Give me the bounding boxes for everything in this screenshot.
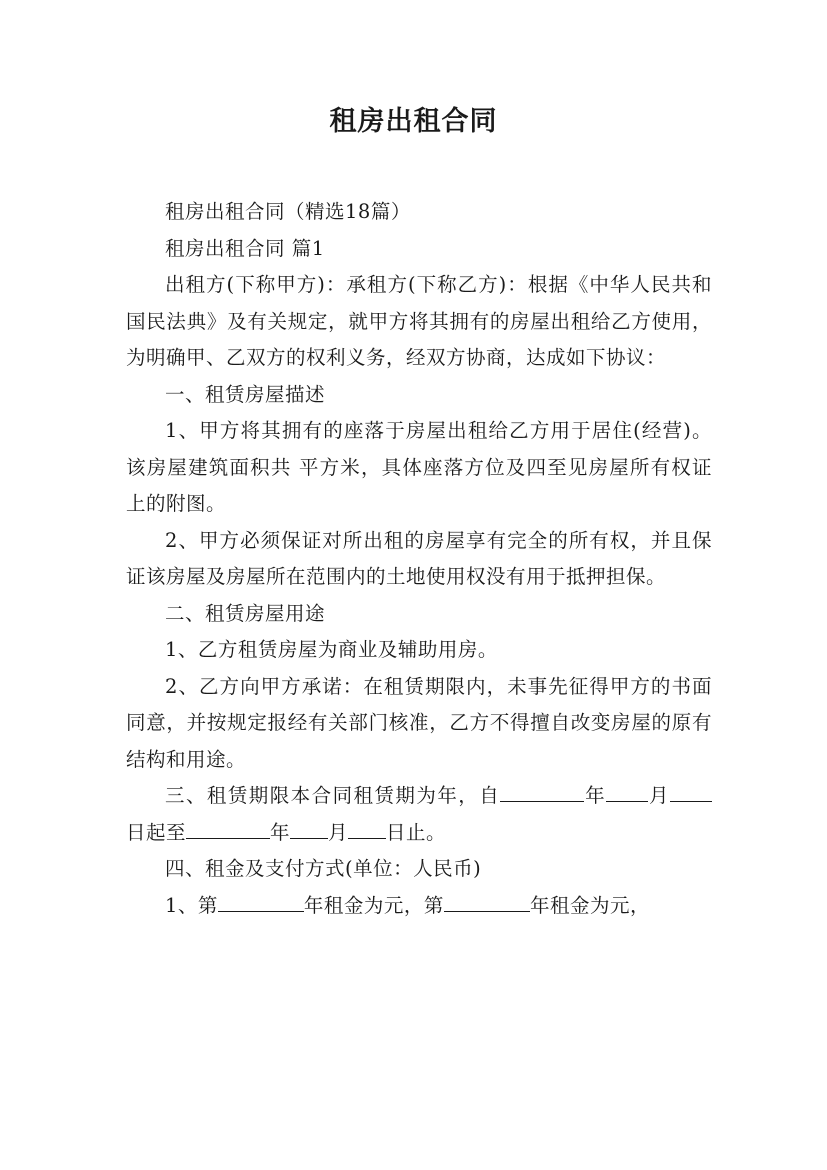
- rent-text-1: 1、第: [165, 893, 218, 917]
- term-text-1: 三、租赁期限本合同租赁期为年，自: [165, 784, 501, 807]
- term-text-7: 日止。: [386, 820, 447, 844]
- paragraph-clause-4-1: [126, 888, 712, 925]
- document-body: [126, 194, 712, 924]
- paragraph-clause-heading-1: 一、租赁房屋描述: [165, 382, 326, 406]
- end-year-blank: [186, 837, 270, 839]
- term-text-6: 月: [328, 820, 349, 844]
- start-month-blank: [606, 800, 648, 802]
- term-text-3: 月: [648, 784, 670, 807]
- end-day-blank: [348, 837, 386, 839]
- start-year-blank: [500, 800, 584, 802]
- term-text-2: 年: [584, 784, 607, 807]
- paragraph-subtitle: 租房出租合同（精选18篇）: [165, 200, 411, 223]
- paragraph-clause-1-1: 1、甲方将其拥有的座落于房屋出租给乙方用于居住(经营)。该房屋建筑面积共 平方米，具体座落方位及四至见房屋所有权证上的附图。: [126, 419, 712, 515]
- end-month-blank: [290, 837, 328, 839]
- paragraph-clause-3-term: [126, 778, 712, 851]
- paragraph-clause-2-2: 2、乙方向甲方承诺：在租赁期限内，未事先征得甲方的书面同意，并按规定报经有关部门核准，乙方不得擅自改变房屋的原有结构和用途。: [126, 674, 712, 771]
- term-text-4: 日起至: [126, 820, 187, 844]
- paragraph-section-heading: 租房出租合同 篇1: [165, 236, 325, 260]
- start-day-blank: [670, 800, 712, 802]
- rent-text-3: 年租金为元，: [529, 893, 650, 917]
- paragraph-clause-1-2: 2、甲方必须保证对所出租的房屋享有完全的所有权，并且保证该房屋及房屋所在范围内的土地使用权没有用于抵押担保。: [126, 528, 712, 588]
- paragraph-clause-2-1: 1、乙方租赁房屋为商业及辅助用房。: [165, 638, 498, 661]
- rent-year-2-blank: [444, 910, 530, 912]
- paragraph-clause-heading-4: 四、租金及支付方式(单位：人民币): [165, 857, 482, 880]
- paragraph-parties: 出租方(下称甲方)：承租方(下称乙方)：根据《中华人民共和国民法典》及有关规定，就甲方将其拥有的房屋出租给乙方使用，为明确甲、乙双方的权利义务，经双方协商，达成如下协议：: [126, 273, 712, 369]
- term-text-5: 年: [270, 820, 291, 844]
- rent-text-2: 年租金为元，第: [303, 893, 444, 917]
- paragraph-clause-heading-2: 二、租赁房屋用途: [165, 601, 326, 625]
- rent-year-1-blank: [218, 910, 304, 912]
- document-title: 租房出租合同: [329, 106, 498, 137]
